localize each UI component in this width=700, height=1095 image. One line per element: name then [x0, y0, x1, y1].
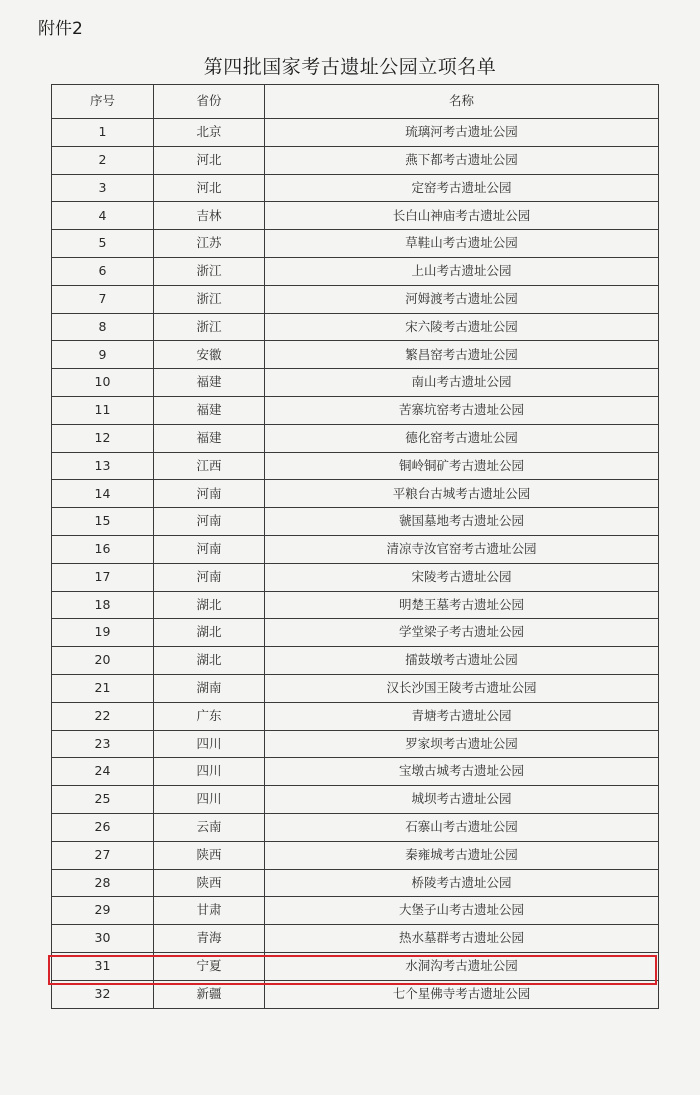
cell-serial-number: 31: [52, 952, 154, 980]
cell-name: 长白山神庙考古遗址公园: [265, 202, 659, 230]
table-row: [52, 647, 659, 675]
table-row: [52, 925, 659, 953]
cell-name: 铜岭铜矿考古遗址公园: [265, 452, 659, 480]
table-row: [52, 952, 659, 980]
table-row: [52, 285, 659, 313]
cell-name: 桥陵考古遗址公园: [265, 869, 659, 897]
table-row: [52, 813, 659, 841]
cell-name: 学堂梁子考古遗址公园: [265, 619, 659, 647]
cell-province: 福建: [154, 396, 265, 424]
cell-serial-number: 25: [52, 786, 154, 814]
table-row: [52, 202, 659, 230]
cell-province: 四川: [154, 786, 265, 814]
cell-serial-number: 2: [52, 146, 154, 174]
cell-serial-number: 24: [52, 758, 154, 786]
table-row: [52, 230, 659, 258]
cell-name: 定窑考古遗址公园: [265, 174, 659, 202]
cell-province: 甘肃: [154, 897, 265, 925]
page-title: 第四批国家考古遗址公园立项名单: [203, 56, 497, 78]
cell-province: 云南: [154, 813, 265, 841]
cell-province: 河北: [154, 146, 265, 174]
cell-province: 福建: [154, 369, 265, 397]
header-province: 省份: [154, 85, 265, 119]
cell-serial-number: 5: [52, 230, 154, 258]
cell-province: 湖南: [154, 674, 265, 702]
table-body: [52, 119, 659, 1009]
cell-serial-number: 28: [52, 869, 154, 897]
table-row: [52, 730, 659, 758]
cell-province: 浙江: [154, 257, 265, 285]
cell-name: 德化窑考古遗址公园: [265, 424, 659, 452]
cell-province: 安徽: [154, 341, 265, 369]
cell-name: 罗家坝考古遗址公园: [265, 730, 659, 758]
cell-serial-number: 12: [52, 424, 154, 452]
cell-serial-number: 3: [52, 174, 154, 202]
attachment-label: 附件2: [38, 19, 83, 39]
cell-serial-number: 19: [52, 619, 154, 647]
cell-serial-number: 20: [52, 647, 154, 675]
cell-name: 汉长沙国王陵考古遗址公园: [265, 674, 659, 702]
table-row: [52, 897, 659, 925]
table-row: [52, 369, 659, 397]
table-header-row: [52, 85, 659, 119]
table-row: [52, 452, 659, 480]
cell-province: 宁夏: [154, 952, 265, 980]
cell-serial-number: 9: [52, 341, 154, 369]
cell-serial-number: 16: [52, 535, 154, 563]
cell-province: 青海: [154, 925, 265, 953]
cell-serial-number: 22: [52, 702, 154, 730]
cell-name: 七个星佛寺考古遗址公园: [265, 980, 659, 1008]
cell-province: 湖北: [154, 647, 265, 675]
table-row: [52, 702, 659, 730]
table-row: [52, 563, 659, 591]
cell-province: 陕西: [154, 841, 265, 869]
cell-name: 清凉寺汝官窑考古遗址公园: [265, 535, 659, 563]
cell-serial-number: 4: [52, 202, 154, 230]
cell-serial-number: 18: [52, 591, 154, 619]
cell-serial-number: 15: [52, 508, 154, 536]
cell-name: 上山考古遗址公园: [265, 257, 659, 285]
cell-serial-number: 8: [52, 313, 154, 341]
cell-province: 陕西: [154, 869, 265, 897]
cell-province: 浙江: [154, 285, 265, 313]
cell-province: 河南: [154, 508, 265, 536]
cell-province: 河北: [154, 174, 265, 202]
cell-serial-number: 29: [52, 897, 154, 925]
cell-name: 南山考古遗址公园: [265, 369, 659, 397]
table-row: [52, 619, 659, 647]
table-row: [52, 758, 659, 786]
cell-name: 大堡子山考古遗址公园: [265, 897, 659, 925]
cell-serial-number: 14: [52, 480, 154, 508]
cell-province: 四川: [154, 730, 265, 758]
table-row: [52, 424, 659, 452]
cell-serial-number: 11: [52, 396, 154, 424]
table-row: [52, 841, 659, 869]
cell-serial-number: 6: [52, 257, 154, 285]
cell-name: 宋六陵考古遗址公园: [265, 313, 659, 341]
cell-name: 河姆渡考古遗址公园: [265, 285, 659, 313]
header-serial-number: 序号: [52, 85, 154, 119]
cell-name: 琉璃河考古遗址公园: [265, 119, 659, 147]
cell-name: 繁昌窑考古遗址公园: [265, 341, 659, 369]
cell-name: 城坝考古遗址公园: [265, 786, 659, 814]
table-row: [52, 257, 659, 285]
cell-serial-number: 1: [52, 119, 154, 147]
cell-serial-number: 32: [52, 980, 154, 1008]
cell-province: 福建: [154, 424, 265, 452]
cell-province: 河南: [154, 563, 265, 591]
cell-name: 宝墩古城考古遗址公园: [265, 758, 659, 786]
cell-name: 明楚王墓考古遗址公园: [265, 591, 659, 619]
table-row: [52, 119, 659, 147]
cell-province: 湖北: [154, 619, 265, 647]
cell-name: 燕下都考古遗址公园: [265, 146, 659, 174]
cell-name: 草鞋山考古遗址公园: [265, 230, 659, 258]
table-row: [52, 980, 659, 1008]
cell-province: 北京: [154, 119, 265, 147]
cell-serial-number: 7: [52, 285, 154, 313]
table-row: [52, 786, 659, 814]
cell-serial-number: 23: [52, 730, 154, 758]
cell-name: 平粮台古城考古遗址公园: [265, 480, 659, 508]
cell-name: 虢国墓地考古遗址公园: [265, 508, 659, 536]
table-row: [52, 508, 659, 536]
table-row: [52, 869, 659, 897]
cell-province: 四川: [154, 758, 265, 786]
cell-serial-number: 21: [52, 674, 154, 702]
cell-province: 河南: [154, 480, 265, 508]
cell-province: 浙江: [154, 313, 265, 341]
cell-name: 苦寨坑窑考古遗址公园: [265, 396, 659, 424]
cell-name: 青塘考古遗址公园: [265, 702, 659, 730]
table-row: [52, 535, 659, 563]
cell-serial-number: 26: [52, 813, 154, 841]
park-list-table: [51, 84, 659, 1009]
cell-serial-number: 30: [52, 925, 154, 953]
cell-province: 河南: [154, 535, 265, 563]
cell-province: 江苏: [154, 230, 265, 258]
header-name: 名称: [265, 85, 659, 119]
cell-name: 秦雍城考古遗址公园: [265, 841, 659, 869]
table-row: [52, 396, 659, 424]
cell-serial-number: 27: [52, 841, 154, 869]
table-row: [52, 674, 659, 702]
cell-name: 石寨山考古遗址公园: [265, 813, 659, 841]
cell-province: 广东: [154, 702, 265, 730]
cell-province: 江西: [154, 452, 265, 480]
table-row: [52, 341, 659, 369]
cell-province: 新疆: [154, 980, 265, 1008]
cell-serial-number: 13: [52, 452, 154, 480]
cell-name: 热水墓群考古遗址公园: [265, 925, 659, 953]
cell-province: 湖北: [154, 591, 265, 619]
cell-name: 水洞沟考古遗址公园: [265, 952, 659, 980]
cell-serial-number: 17: [52, 563, 154, 591]
table-row: [52, 146, 659, 174]
table-row: [52, 591, 659, 619]
cell-name: 宋陵考古遗址公园: [265, 563, 659, 591]
cell-serial-number: 10: [52, 369, 154, 397]
table-row: [52, 480, 659, 508]
cell-province: 吉林: [154, 202, 265, 230]
table-row: [52, 174, 659, 202]
table-row: [52, 313, 659, 341]
cell-name: 擂鼓墩考古遗址公园: [265, 647, 659, 675]
